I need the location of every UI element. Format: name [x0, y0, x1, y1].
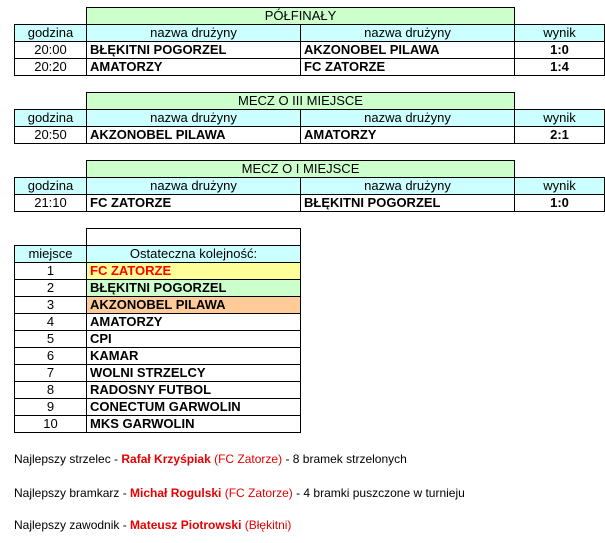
- standing-row: [15, 382, 301, 399]
- standing-row: [15, 263, 301, 280]
- standing-team: RADOSNY FUTBOL: [87, 382, 301, 399]
- match-team1: AKZONOBEL PILAWA: [87, 127, 301, 144]
- award-label: Najlepszy strzelec -: [14, 452, 122, 466]
- standing-row: [15, 314, 301, 331]
- semifinals-table: [14, 7, 605, 76]
- match-time: 20:50: [15, 127, 87, 144]
- match-team2: BŁĘKITNI POGORZEL: [301, 195, 515, 212]
- match-team2: AMATORZY: [301, 127, 515, 144]
- match-team2: FC ZATORZE: [301, 59, 515, 76]
- award-best-scorer: [14, 452, 407, 466]
- col-result-header: wynik: [515, 178, 605, 195]
- standing-place: 5: [15, 331, 87, 348]
- standing-place: 10: [15, 416, 87, 433]
- col-team2-header: nazwa drużyny: [301, 25, 515, 42]
- match-row: [15, 59, 605, 76]
- match-team2: AKZONOBEL PILAWA: [301, 42, 515, 59]
- standing-row: [15, 331, 301, 348]
- standing-place: 9: [15, 399, 87, 416]
- match-team1: BŁĘKITNI POGORZEL: [87, 42, 301, 59]
- match-result: 2:1: [515, 127, 605, 144]
- award-player: Mateusz Piotrowski: [130, 518, 242, 532]
- col-team2-header: nazwa drużyny: [301, 178, 515, 195]
- match-time: 20:00: [15, 42, 87, 59]
- col-time-header: godzina: [15, 25, 87, 42]
- standing-row: [15, 348, 301, 365]
- standing-place: 2: [15, 280, 87, 297]
- match-row: [15, 42, 605, 59]
- third-place-table: [14, 92, 605, 144]
- standing-team: CPI: [87, 331, 301, 348]
- standing-row: [15, 280, 301, 297]
- third-place-title: MECZ O III MIEJSCE: [87, 93, 515, 110]
- match-result: 1:4: [515, 59, 605, 76]
- award-detail: - 4 bramki puszczone w turnieju: [292, 486, 465, 500]
- col-time-header: godzina: [15, 178, 87, 195]
- match-team1: FC ZATORZE: [87, 195, 301, 212]
- standing-team: FC ZATORZE: [87, 263, 301, 280]
- final-title: MECZ O I MIEJSCE: [87, 161, 515, 178]
- award-label: Najlepszy zawodnik -: [14, 518, 131, 532]
- award-club: (FC Zatorze): [224, 486, 293, 500]
- col-team2-header: nazwa drużyny: [301, 110, 515, 127]
- standings-table: [14, 228, 301, 433]
- header-row: [15, 25, 605, 42]
- standing-place: 1: [15, 263, 87, 280]
- award-player: Rafał Krzyśpiak: [121, 452, 211, 466]
- standing-team: AMATORZY: [87, 314, 301, 331]
- standing-team: WOLNI STRZELCY: [87, 365, 301, 382]
- award-label: Najlepszy bramkarz -: [14, 486, 131, 500]
- match-result: 1:0: [515, 195, 605, 212]
- match-result: 1:0: [515, 42, 605, 59]
- col-team1-header: nazwa drużyny: [87, 178, 301, 195]
- award-player: Michał Rogulski: [130, 486, 222, 500]
- standing-team: CONECTUM GARWOLIN: [87, 399, 301, 416]
- col-standing-header: Ostateczna kolejność:: [87, 246, 301, 263]
- col-result-header: wynik: [515, 25, 605, 42]
- match-time: 21:10: [15, 195, 87, 212]
- col-result-header: wynik: [515, 110, 605, 127]
- match-row: [15, 195, 605, 212]
- final-table: [14, 160, 605, 212]
- standing-row: [15, 399, 301, 416]
- semifinals-title: PÓŁFINAŁY: [87, 8, 515, 25]
- award-best-player: [14, 518, 291, 532]
- col-team1-header: nazwa drużyny: [87, 25, 301, 42]
- standing-team: MKS GARWOLIN: [87, 416, 301, 433]
- header-row: [15, 246, 301, 263]
- award-club: (Błękitni): [244, 518, 292, 532]
- match-row: [15, 127, 605, 144]
- header-row: [15, 178, 605, 195]
- standing-team: KAMAR: [87, 348, 301, 365]
- standing-place: 7: [15, 365, 87, 382]
- standing-place: 8: [15, 382, 87, 399]
- standing-team: AKZONOBEL PILAWA: [87, 297, 301, 314]
- col-place-header: miejsce: [15, 246, 87, 263]
- col-time-header: godzina: [15, 110, 87, 127]
- award-detail: - 8 bramek strzelonych: [282, 452, 407, 466]
- header-row: [15, 110, 605, 127]
- standing-place: 6: [15, 348, 87, 365]
- standing-row: [15, 365, 301, 382]
- award-best-goalkeeper: [14, 486, 465, 500]
- standing-row: [15, 297, 301, 314]
- standing-place: 3: [15, 297, 87, 314]
- col-team1-header: nazwa drużyny: [87, 110, 301, 127]
- award-club: (FC Zatorze): [214, 452, 283, 466]
- standing-team: BŁĘKITNI POGORZEL: [87, 280, 301, 297]
- match-team1: AMATORZY: [87, 59, 301, 76]
- standing-place: 4: [15, 314, 87, 331]
- standing-row: [15, 416, 301, 433]
- match-time: 20:20: [15, 59, 87, 76]
